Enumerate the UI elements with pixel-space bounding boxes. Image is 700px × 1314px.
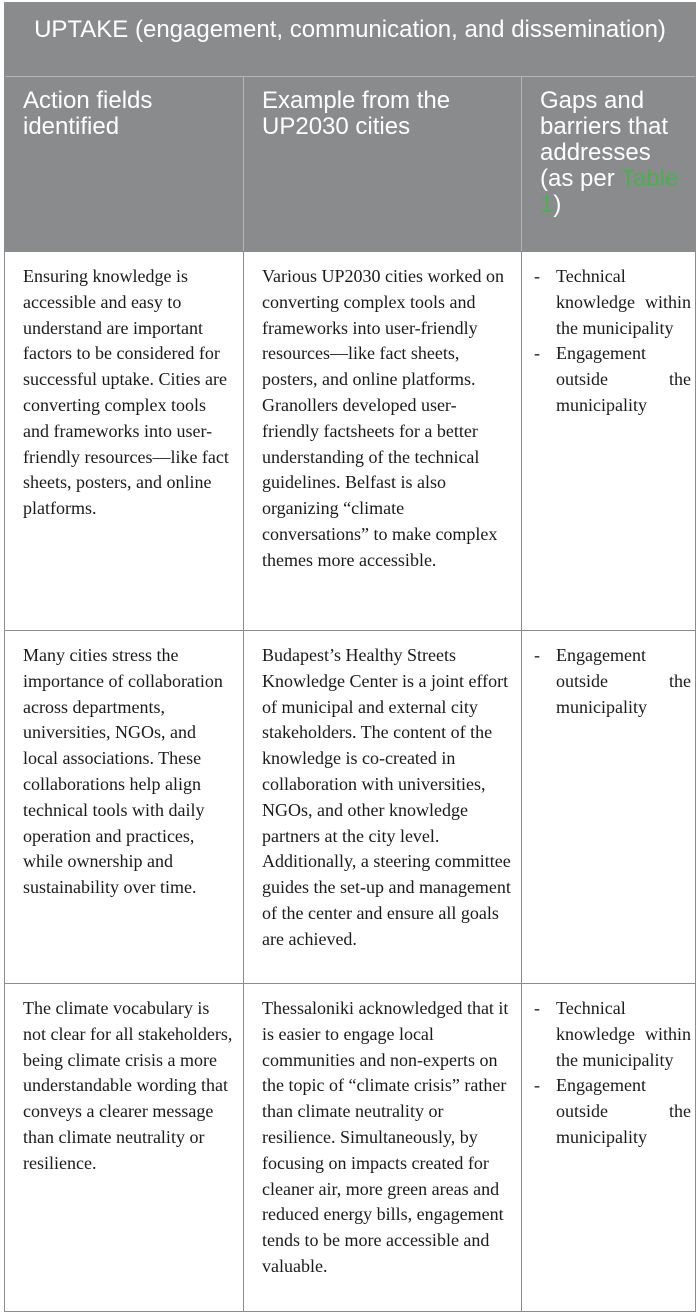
gaps-cell bbox=[522, 984, 695, 1311]
gap-item: - Engagement outside the municipality bbox=[534, 645, 691, 717]
gap-item: - Technical knowledge within the municipality bbox=[534, 266, 691, 338]
header-gaps-close: ) bbox=[553, 191, 562, 218]
header-action-fields: Action fields identified bbox=[5, 77, 244, 251]
gap-item: - Engagement outside the municipality bbox=[534, 343, 691, 415]
uptake-table bbox=[4, 2, 696, 1312]
action-cell: Ensuring knowledge is accessible and easy to understand are important factors to be considered for successful uptake. Cities are converting complex tools and frameworks into user-friendly resources—like fact sheets, posters, and online platforms. bbox=[5, 252, 244, 630]
table-row bbox=[5, 984, 695, 1311]
example-cell: Various UP2030 cities worked on converting complex tools and frameworks into user-friendly resources—like fact sheets, posters, and online platforms. Granollers developed user-friendly factsheets for a better understanding of the technical guidelines. Belfast is also organizing “climate conversations” to make complex themes more accessible. bbox=[244, 252, 522, 630]
table-header-row bbox=[5, 77, 695, 252]
gaps-cell bbox=[522, 631, 695, 983]
table-row bbox=[5, 252, 695, 631]
gap-item: - Engagement outside the municipality bbox=[534, 1075, 691, 1147]
action-cell: Many cities stress the importance of collaboration across departments, universities, NGOs, and local associations. These collaborations help align technical tools with daily operation and practices, while ownership and sustainability over time. bbox=[5, 631, 244, 983]
table-row bbox=[5, 631, 695, 984]
gaps-cell bbox=[522, 252, 695, 630]
header-gaps-text: Gaps and barriers that addresses (as per bbox=[540, 87, 669, 192]
action-cell: The climate vocabulary is not clear for all stakeholders, being climate crisis a more understandable wording that conveys a clearer message than climate neutrality or resilience. bbox=[5, 984, 244, 1311]
header-gaps bbox=[522, 77, 695, 251]
table-caption: UPTAKE (engagement, communication, and dissemination) bbox=[5, 3, 695, 77]
gap-item: - Technical knowledge within the municipality bbox=[534, 998, 691, 1070]
header-example: Example from the UP2030 cities bbox=[244, 77, 522, 251]
example-cell: Thessaloniki acknowledged that it is easier to engage local communities and non-experts on the topic of “climate crisis” rather than climate neutrality or resilience. Simultaneously, by focusing on impacts created for cleaner air, more green areas and reduced energy bills, engagement tends to be more accessible and valuable. bbox=[244, 984, 522, 1311]
table-1-link[interactable]: Table 1 bbox=[540, 165, 679, 218]
example-cell: Budapest’s Healthy Streets Knowledge Center is a joint effort of municipal and external city stakeholders. The content of the knowledge is co-created in collaboration with universities, NGOs, and other knowledge partners at the city level. Additionally, a steering committee guides the set-up and management of the center and ensure all goals are achieved. bbox=[244, 631, 522, 983]
